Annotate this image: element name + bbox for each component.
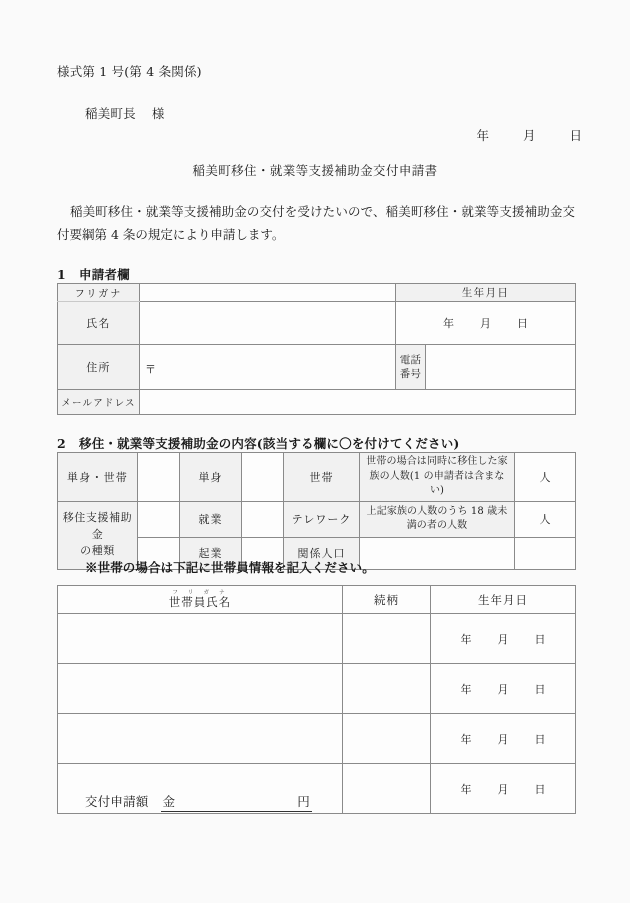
family-count-description: 世帯の場合は同時に移住した家族の人数(1 の申請者は含まない) [360, 453, 515, 502]
relation-header: 続柄 [343, 586, 431, 614]
subsidy-type-label-line2: の種類 [80, 544, 115, 558]
section-1-number: 1 [57, 267, 66, 282]
dob-month-label: 月 [480, 317, 491, 330]
option-employment: 就業 [180, 501, 242, 537]
member-dob-day: 日 [534, 632, 546, 646]
table-row-single-household [58, 453, 576, 502]
subsidy-type-label-line1: 移住支援補助金 [62, 511, 133, 541]
member-name-input[interactable] [58, 714, 343, 764]
dob-header-household: 生年月日 [431, 586, 576, 614]
addressee-name: 稲美町長 [85, 106, 136, 121]
member-dob-day: 日 [534, 732, 546, 746]
minor-count-input[interactable] [515, 501, 576, 537]
member-dob-month: 月 [497, 682, 509, 696]
table-row-address [58, 345, 576, 390]
section-2-number: 2 [57, 436, 66, 451]
table-row [58, 614, 576, 664]
member-name-input[interactable] [58, 614, 343, 664]
section-1-heading [57, 265, 130, 283]
dob-header: 生年月日 [396, 284, 576, 302]
telework-checkbox-cell[interactable] [242, 501, 284, 537]
address-label: 住所 [58, 345, 140, 390]
family-count-input[interactable] [515, 453, 576, 502]
dob-year-label: 年 [443, 317, 454, 330]
option-related-population: 関係人口 [284, 537, 360, 569]
employment-checkbox-cell[interactable] [138, 501, 180, 537]
minor-count-unit: 人 [539, 513, 551, 526]
member-relation-input[interactable] [343, 614, 431, 664]
member-dob-ymd [461, 681, 546, 697]
member-dob-input[interactable] [431, 664, 576, 714]
table-row-name [58, 302, 576, 345]
member-dob-month: 月 [497, 782, 509, 796]
email-label: メールアドレス [58, 390, 140, 415]
furigana-input[interactable] [140, 284, 396, 302]
body-paragraph: 稲美町移住・就業等支援補助金の交付を受けたいので、稲美町移住・就業等支援補助金交付要綱第 4 条の規定により申請します。 [57, 204, 575, 243]
member-dob-month: 月 [497, 732, 509, 746]
table-row-subsidy-type-1 [58, 501, 576, 537]
option-single: 単身 [180, 453, 242, 502]
addressee-honorific: 様 [151, 106, 165, 121]
household-checkbox-cell[interactable] [242, 453, 284, 502]
address-input[interactable] [140, 345, 396, 390]
option-startup: 起業 [180, 537, 242, 569]
application-amount-field[interactable] [161, 792, 312, 812]
date-year-label: 年 [476, 128, 489, 143]
dob-ymd [443, 315, 528, 331]
member-dob-year: 年 [460, 732, 472, 746]
name-label: 氏名 [58, 302, 140, 345]
household-note: ※世帯の場合は下記に世帯員情報を記入ください。 [85, 560, 375, 575]
dob-input[interactable] [396, 302, 576, 345]
name-input[interactable] [140, 302, 396, 345]
member-name-header [58, 586, 343, 614]
empty-cell-1 [360, 537, 515, 569]
table-row-furigana [58, 284, 576, 302]
member-dob-ymd [461, 631, 546, 647]
section-2-heading [57, 434, 460, 452]
member-dob-year: 年 [460, 682, 472, 696]
member-dob-day: 日 [534, 682, 546, 696]
member-dob-input[interactable] [431, 714, 576, 764]
currency-suffix: 円 [297, 794, 310, 809]
table-row-email [58, 390, 576, 415]
dob-day-label: 日 [517, 317, 528, 330]
phone-label [396, 345, 426, 390]
table-row [58, 714, 576, 764]
subsidy-content-table [57, 452, 576, 570]
date-line [0, 126, 630, 144]
member-name-ruby [168, 589, 232, 609]
single-checkbox-cell[interactable] [138, 453, 180, 502]
family-count-unit: 人 [539, 470, 551, 484]
member-dob-input[interactable] [431, 614, 576, 664]
document-title: 稲美町移住・就業等支援補助金交付申請書 [192, 163, 438, 178]
application-amount-label: 交付申請額 [85, 794, 149, 809]
member-dob-input[interactable] [431, 764, 576, 814]
household-members-table [57, 585, 576, 814]
member-relation-input[interactable] [343, 714, 431, 764]
addressee-line [85, 104, 165, 122]
minor-count-description: 上記家族の人数のうち 18 歳未満の者の人数 [360, 501, 515, 537]
empty-cell-2 [515, 537, 576, 569]
phone-label-line1: 電話 [399, 353, 422, 366]
member-dob-year: 年 [460, 782, 472, 796]
furigana-label: フリガナ [58, 284, 140, 302]
member-dob-ymd [461, 781, 546, 797]
postal-mark-icon: 〒 [145, 362, 156, 376]
application-amount-line [85, 792, 312, 812]
applicant-table [57, 283, 576, 415]
member-dob-month: 月 [497, 632, 509, 646]
date-month-label: 月 [522, 128, 536, 143]
date-day-label: 日 [569, 128, 582, 143]
member-relation-input[interactable] [343, 664, 431, 714]
form-number: 様式第 1 号(第 4 条関係) [57, 64, 202, 79]
section-2-title: 移住・就業等支援補助金の内容(該当する欄に〇を付けてください) [79, 436, 460, 451]
member-name-ruby-text: フリガナ [168, 589, 232, 596]
phone-label-line2: 番号 [399, 368, 422, 380]
table-row [58, 664, 576, 714]
phone-input[interactable] [426, 345, 576, 390]
member-dob-ymd [461, 731, 546, 747]
option-telework: テレワーク [284, 501, 360, 537]
member-dob-year: 年 [460, 632, 472, 646]
option-household: 世帯 [284, 453, 360, 502]
currency-prefix: 金 [162, 794, 176, 809]
table-header-row [58, 586, 576, 614]
email-input[interactable] [140, 390, 576, 415]
member-name-input[interactable] [58, 664, 343, 714]
member-relation-input[interactable] [343, 764, 431, 814]
single-household-label: 単身・世帯 [58, 453, 138, 502]
member-name-header-text: 世帯員氏名 [168, 594, 232, 609]
member-dob-day: 日 [534, 782, 546, 796]
section-1-title: 申請者欄 [79, 267, 130, 282]
